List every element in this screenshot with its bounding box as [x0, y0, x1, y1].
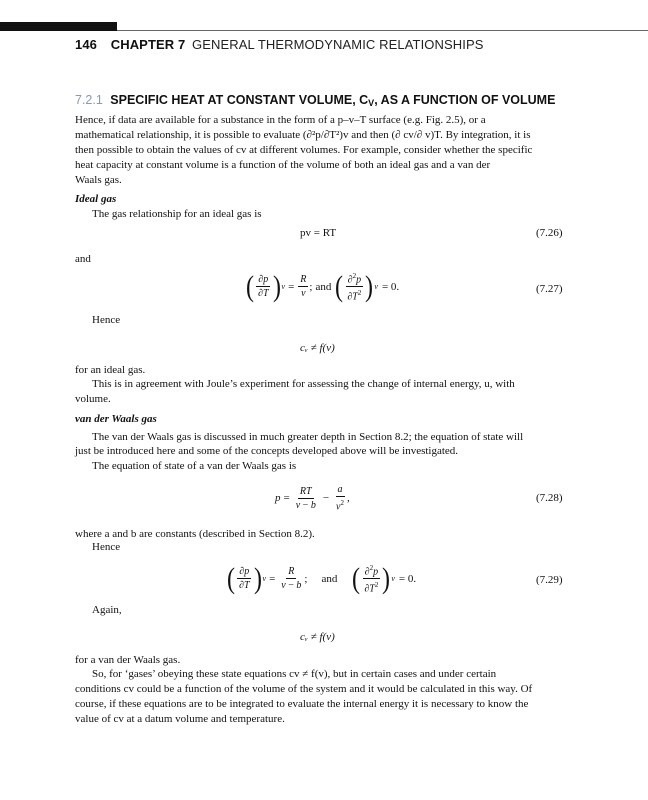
equation-7-29: ( $\frac{\partial p}{\partial T}$ ) v = $\frac{R}{v - b}$ ; and ( $\frac{\partial^2p}{\partial T^2}$ ) v = 0.: [227, 561, 417, 595]
and-text: and: [75, 253, 91, 265]
eq729-end: = 0.: [398, 572, 417, 585]
section-title-sub: V: [368, 98, 375, 108]
for-vdw-gas: for a van der Waals gas.: [75, 654, 181, 666]
equation-7-27: ( $\frac{\partial p}{\partial T}$ ) v = $\frac{R}{v}$ ; and ( $\frac{\partial^2p}{\partial T^2}$ ) v = 0.: [246, 269, 400, 303]
equation-number-7-28: (7.28): [536, 492, 563, 504]
equation-number-7-27: (7.27): [536, 283, 563, 295]
hence-text: Hence: [92, 314, 121, 326]
joule-line-2: volume.: [75, 393, 111, 405]
equation-7-26: pv = RT: [300, 227, 337, 239]
cv-result-ideal: cᵥ ≠ f(v): [300, 342, 335, 354]
vdw-line-1: The van der Waals gas is discussed in much greater depth in Section 8.2; the equation of state will: [92, 431, 524, 443]
section-title: SPECIFIC HEAT AT CONSTANT VOLUME, C: [110, 93, 369, 107]
intro-line-4: heat capacity at constant volume is a function of the volume of both an ideal gas and a van der: [75, 159, 491, 171]
running-head: [75, 37, 484, 52]
page-number: 146: [75, 37, 97, 52]
header-bar: [0, 22, 117, 31]
intro-line-1: Hence, if data are available for a substance in the form of a p–v–T surface (e.g. Fig. 2.5), or a: [75, 114, 486, 126]
ideal-gas-heading: Ideal gas: [75, 193, 117, 205]
again-text: Again,: [92, 604, 122, 616]
eq729-and: and: [321, 572, 338, 585]
vdw-heading: van der Waals gas: [75, 413, 157, 425]
equation-number-7-26: (7.26): [536, 227, 563, 239]
conclusion-line-2: conditions cv could be a function of the volume of the system and it would be calculated in this way. Of: [75, 683, 533, 695]
conclusion-line-4: value of cv at a datum volume and temperature.: [75, 713, 285, 725]
conclusion-line-1: So, for ‘gases’ obeying these state equations cv ≠ f(v), but in certain cases and under certain: [92, 668, 497, 680]
vdw-line-3: The equation of state of a van der Waals gas is: [92, 460, 297, 472]
ideal-gas-intro: The gas relationship for an ideal gas is: [92, 208, 262, 220]
vdw-hence: Hence: [92, 541, 121, 553]
joule-line-1: This is in agreement with Joule’s experiment for assessing the change of internal energy, u, with: [92, 378, 515, 390]
eq727-and: and: [315, 280, 332, 293]
intro-line-2: mathematical relationship, it is possible to evaluate (∂²p/∂T²)v and then (∂ cv/∂ v)T. By integration, it is: [75, 129, 531, 141]
where-constants: where a and b are constants (described in Section 8.2).: [75, 528, 315, 540]
intro-line-3: then possible to obtain the values of cv at different volumes. For example, consider whether the specific: [75, 144, 533, 156]
header-rule: [117, 30, 648, 31]
equation-number-7-29: (7.29): [536, 574, 563, 586]
section-title-tail: , AS A FUNCTION OF VOLUME: [374, 93, 556, 107]
chapter-label: CHAPTER 7: [110, 37, 186, 52]
for-ideal-gas: for an ideal gas.: [75, 364, 146, 376]
chapter-title: GENERAL THERMODYNAMIC RELATIONSHIPS: [192, 37, 484, 52]
section-heading: [75, 93, 555, 108]
vdw-line-2: just be introduced here and some of the concepts developed above will be investigated.: [75, 445, 459, 457]
equation-7-28: p = $\frac{RT}{v - b}$ − $\frac{a}{v^2}$ ,: [275, 484, 350, 513]
conclusion-line-3: course, if these equations are to be integrated to evaluate the internal energy it is necessary to know the: [75, 698, 529, 710]
cv-result-vdw: cᵥ ≠ f(v): [300, 631, 335, 643]
section-number: 7.2.1: [75, 93, 103, 107]
intro-line-5: Waals gas.: [75, 174, 122, 186]
eq727-end: = 0.: [381, 280, 400, 293]
